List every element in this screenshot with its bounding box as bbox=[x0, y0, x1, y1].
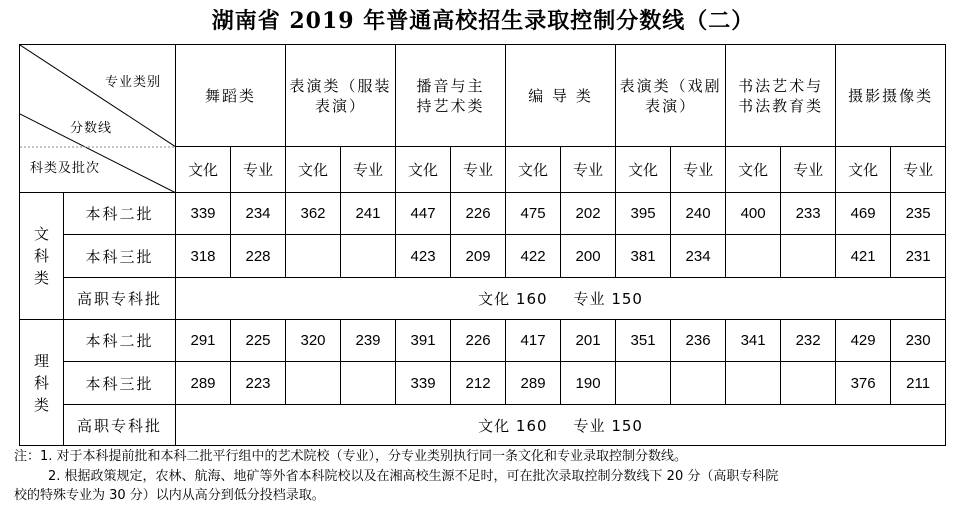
major-score-cell bbox=[781, 362, 836, 405]
major-score-cell: 200 bbox=[561, 235, 616, 278]
major-score-cell: 230 bbox=[891, 320, 946, 362]
batch-label: 高职专科批 bbox=[64, 278, 176, 320]
culture-score-cell: 341 bbox=[726, 320, 781, 362]
table-row bbox=[20, 193, 946, 235]
major-score-cell: 234 bbox=[671, 235, 726, 278]
major-score-cell bbox=[341, 235, 396, 278]
batch-label: 高职专科批 bbox=[64, 405, 176, 446]
table-row bbox=[20, 235, 946, 278]
culture-subheader: 文化 bbox=[176, 147, 231, 193]
corner-score-line: 分数线 bbox=[70, 121, 113, 136]
culture-score-cell: 422 bbox=[506, 235, 561, 278]
culture-score-cell: 376 bbox=[836, 362, 891, 405]
major-score-cell: 235 bbox=[891, 193, 946, 235]
major-subheader: 专业 bbox=[341, 147, 396, 193]
culture-score-cell: 351 bbox=[616, 320, 671, 362]
major-score-cell bbox=[781, 235, 836, 278]
table-row bbox=[20, 362, 946, 405]
major-subheader: 专业 bbox=[671, 147, 726, 193]
corner-major-type: 专业类别 bbox=[104, 75, 161, 90]
major-score-cell bbox=[671, 362, 726, 405]
culture-score-cell: 429 bbox=[836, 320, 891, 362]
major-score-cell bbox=[341, 362, 396, 405]
category-header: 摄影摄像类 bbox=[836, 45, 946, 147]
major-subheader: 专业 bbox=[231, 147, 286, 193]
table-row bbox=[20, 278, 946, 320]
page-title: 湖南省 2019 年普通高校招生录取控制分数线（二） bbox=[211, 8, 755, 34]
major-score-cell: 241 bbox=[341, 193, 396, 235]
culture-score-cell bbox=[726, 235, 781, 278]
culture-subheader: 文化 bbox=[286, 147, 341, 193]
category-header: 播音与主 持艺术类 bbox=[396, 45, 506, 147]
major-score-cell: 201 bbox=[561, 320, 616, 362]
note-line-2: 2. 根据政策规定，农林、航海、地矿等外省本科院校以及在湘高校生源不足时，可在批次录取控制分数线下 20 分（高职专科院 bbox=[48, 468, 779, 484]
major-score-cell: 231 bbox=[891, 235, 946, 278]
culture-subheader: 文化 bbox=[616, 147, 671, 193]
batch-label: 本科二批 bbox=[64, 193, 176, 235]
corner-cell bbox=[20, 45, 176, 193]
table-row bbox=[20, 405, 946, 446]
category-header: 表演类（服装 表演） bbox=[286, 45, 396, 147]
culture-subheader: 文化 bbox=[506, 147, 561, 193]
culture-score-cell: 469 bbox=[836, 193, 891, 235]
major-subheader: 专业 bbox=[561, 147, 616, 193]
batch-label: 本科三批 bbox=[64, 235, 176, 278]
culture-subheader: 文化 bbox=[726, 147, 781, 193]
major-score-cell: 225 bbox=[231, 320, 286, 362]
major-score: 专业 150 bbox=[573, 416, 643, 435]
category-header: 表演类（戏剧 表演） bbox=[616, 45, 726, 147]
culture-score-cell: 447 bbox=[396, 193, 451, 235]
culture-score-cell: 391 bbox=[396, 320, 451, 362]
batch-label: 本科二批 bbox=[64, 320, 176, 362]
culture-score-cell: 421 bbox=[836, 235, 891, 278]
culture-subheader: 文化 bbox=[396, 147, 451, 193]
major-score-cell: 226 bbox=[451, 320, 506, 362]
culture-score-cell: 362 bbox=[286, 193, 341, 235]
culture-score-cell: 395 bbox=[616, 193, 671, 235]
culture-score: 文化 160 bbox=[478, 416, 548, 435]
culture-score-cell: 318 bbox=[176, 235, 231, 278]
major-score-cell: 234 bbox=[231, 193, 286, 235]
culture-score-cell: 289 bbox=[506, 362, 561, 405]
major-score: 专业 150 bbox=[573, 290, 643, 308]
culture-score-cell: 291 bbox=[176, 320, 231, 362]
corner-subject-batch: 科类及批次 bbox=[30, 161, 101, 176]
major-score-cell: 232 bbox=[781, 320, 836, 362]
major-subheader: 专业 bbox=[451, 147, 506, 193]
culture-score: 文化 160 bbox=[478, 290, 548, 308]
major-score-cell: 228 bbox=[231, 235, 286, 278]
culture-score-cell bbox=[726, 362, 781, 405]
culture-score-cell: 339 bbox=[396, 362, 451, 405]
major-score-cell: 240 bbox=[671, 193, 726, 235]
category-header: 书法艺术与 书法教育类 bbox=[726, 45, 836, 147]
culture-score-cell: 423 bbox=[396, 235, 451, 278]
major-score-cell: 226 bbox=[451, 193, 506, 235]
notes bbox=[14, 447, 954, 506]
major-score-cell: 233 bbox=[781, 193, 836, 235]
major-score-cell: 212 bbox=[451, 362, 506, 405]
major-score-cell: 202 bbox=[561, 193, 616, 235]
category-header: 舞蹈类 bbox=[176, 45, 286, 147]
category-header: 编 导 类 bbox=[506, 45, 616, 147]
score-table bbox=[19, 44, 946, 446]
culture-score-cell bbox=[286, 235, 341, 278]
culture-score-cell bbox=[286, 362, 341, 405]
major-subheader: 专业 bbox=[781, 147, 836, 193]
culture-subheader: 文化 bbox=[836, 147, 891, 193]
group-science: 理 科 类 bbox=[20, 320, 64, 446]
merged-score-cell bbox=[176, 405, 946, 446]
culture-score-cell bbox=[616, 362, 671, 405]
major-subheader: 专业 bbox=[891, 147, 946, 193]
group-liberal-arts: 文 科 类 bbox=[20, 193, 64, 320]
major-score-cell: 239 bbox=[341, 320, 396, 362]
culture-score-cell: 320 bbox=[286, 320, 341, 362]
culture-score-cell: 475 bbox=[506, 193, 561, 235]
culture-score-cell: 289 bbox=[176, 362, 231, 405]
major-score-cell: 209 bbox=[451, 235, 506, 278]
note-line-1: 注：1. 对于本科提前批和本科二批平行组中的艺术院校（专业），分专业类别执行同一条文化和专业录取控制分数线。 bbox=[14, 449, 688, 464]
culture-score-cell: 381 bbox=[616, 235, 671, 278]
culture-score-cell: 400 bbox=[726, 193, 781, 235]
table-row bbox=[20, 320, 946, 362]
batch-label: 本科三批 bbox=[64, 362, 176, 405]
note-line-3: 校的特殊专业为 30 分）以内从高分到低分投档录取。 bbox=[14, 488, 325, 503]
major-score-cell: 211 bbox=[891, 362, 946, 405]
major-score-cell: 236 bbox=[671, 320, 726, 362]
major-score-cell: 190 bbox=[561, 362, 616, 405]
culture-score-cell: 339 bbox=[176, 193, 231, 235]
merged-score-cell bbox=[176, 278, 946, 320]
culture-score-cell: 417 bbox=[506, 320, 561, 362]
major-score-cell: 223 bbox=[231, 362, 286, 405]
